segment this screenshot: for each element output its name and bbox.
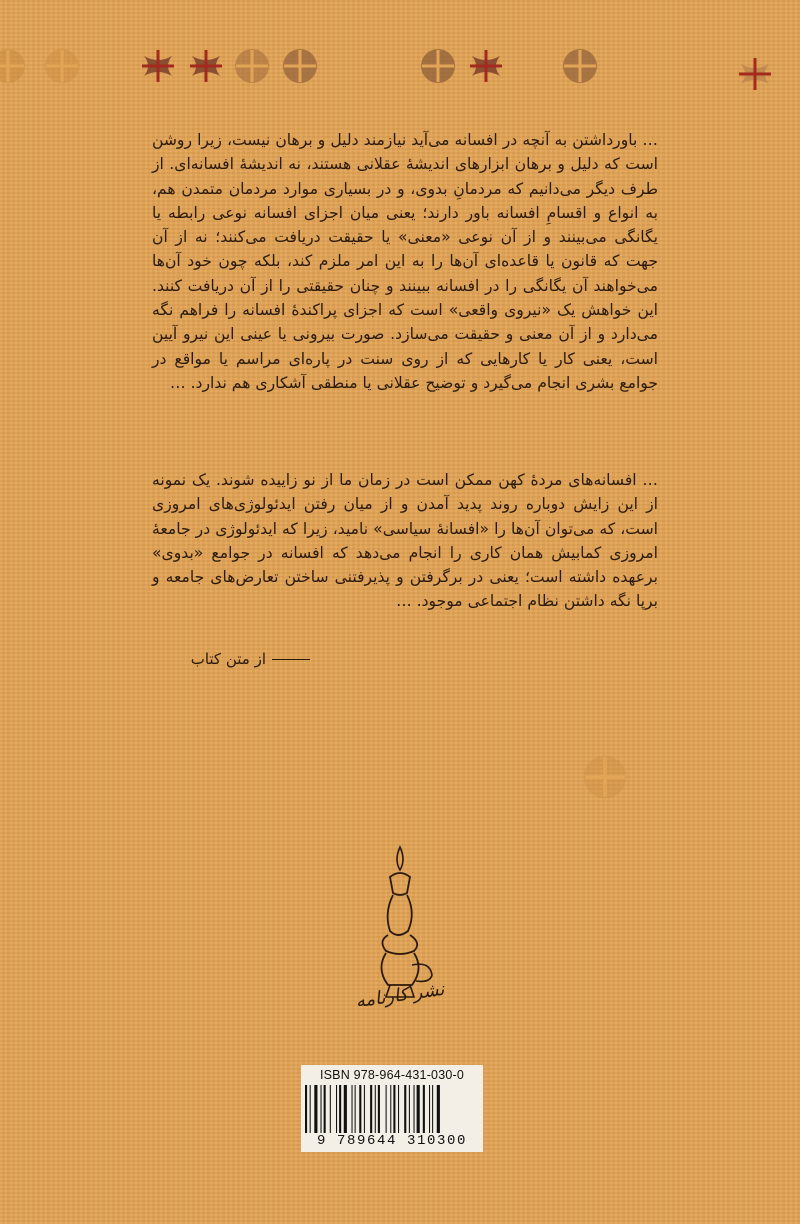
isbn-label: ISBN 978-964-431-030-0 (319, 1068, 465, 1082)
barcode-sticker (301, 1065, 483, 1152)
dash-line (272, 659, 310, 660)
quote-paragraph-1 (152, 128, 658, 395)
faint-ornament-icon (580, 752, 630, 802)
quote-text-1: … باورداشتن به آنچه در افسانه می‌آید نیازمند دلیل و برهان نیست، زیرا روشن است که دلیل و برهان ابزارهای اندیشهٔ عقلانی هستند، نه اندیشهٔ افسانه‌ای. از طرف دیگر می‌دانیم که مردمانِ بدوی، و در بسیاری موارد مردمان متمدن هم، به انواع و اقسامِ افسانه باور دارند؛ یعنی میان اجزای افسانه نوعی رابطه یا یگانگی می‌بینند و از آن نوعی «معنی» یا حقیقت دریافت می‌کنند؛ نه از آن جهت که قانون یا قاعده‌ای آن‌ها را به این امر ملزم کند، بلکه چون خود آن‌ها می‌خواهند آن یگانگی را در افسانه ببینند و چنان حقیقتی را از آن دریافت کنند. این خواهش یک «نیروی واقعی» است که اجزای پراکندهٔ افسانه را فراهم نگه می‌دارد و از آن معنی و حقیقت می‌سازد. صورت بیرونی یا عینی این نیرو آیین است، یعنی کار یا کارهایی که از روی سنت در پاره‌ای مراسم یا مواقع در جوامع بشری انجام می‌گیرد و توضیح عقلانی یا منطقی آشکاری هم ندارد. … (152, 131, 658, 392)
ornament-light-icon (42, 46, 82, 86)
ornament-red-cross-icon (186, 46, 226, 86)
ornament-light-icon (418, 46, 458, 86)
ornament-light-icon (560, 46, 600, 86)
quote-paragraph-2 (152, 468, 658, 614)
barcode-icon (305, 1085, 479, 1133)
publisher-name: نشر کارنامه (354, 978, 446, 1013)
ornament-light-icon (280, 46, 320, 86)
ornament-red-cross-icon (138, 46, 178, 86)
barcode-digits: 9 789644 310300 (316, 1133, 468, 1149)
ornament-light-icon (232, 46, 272, 86)
quote-text-2: … افسانه‌های مردهٔ کهن ممکن است در زمان ما از نو زاییده شوند. یک نمونه از این زایش دوباره روند پدید آمدن و از میان رفتن ایدئولوژی‌های امروزی است، که می‌توان آن‌ها را «افسانهٔ سیاسی» نامید، زیرا که ایدئولوژی در جامعهٔ امروزی کمابیش همان کاری را انجام می‌دهد که افسانه در جوامع «بدوی» برعهده داشته است؛ یعنی در برگرفتن و پذیرفتنی ساختن تعارض‌های جامعه و برپا نگه داشتن نظام اجتماعی موجود. … (152, 471, 658, 611)
ornament-red-cross-icon (735, 54, 775, 94)
ornament-red-cross-icon (466, 46, 506, 86)
quote-source (150, 650, 310, 668)
source-label: از متن کتاب (190, 650, 266, 668)
ornament-light-icon (0, 46, 28, 86)
ornament-row (0, 40, 800, 100)
